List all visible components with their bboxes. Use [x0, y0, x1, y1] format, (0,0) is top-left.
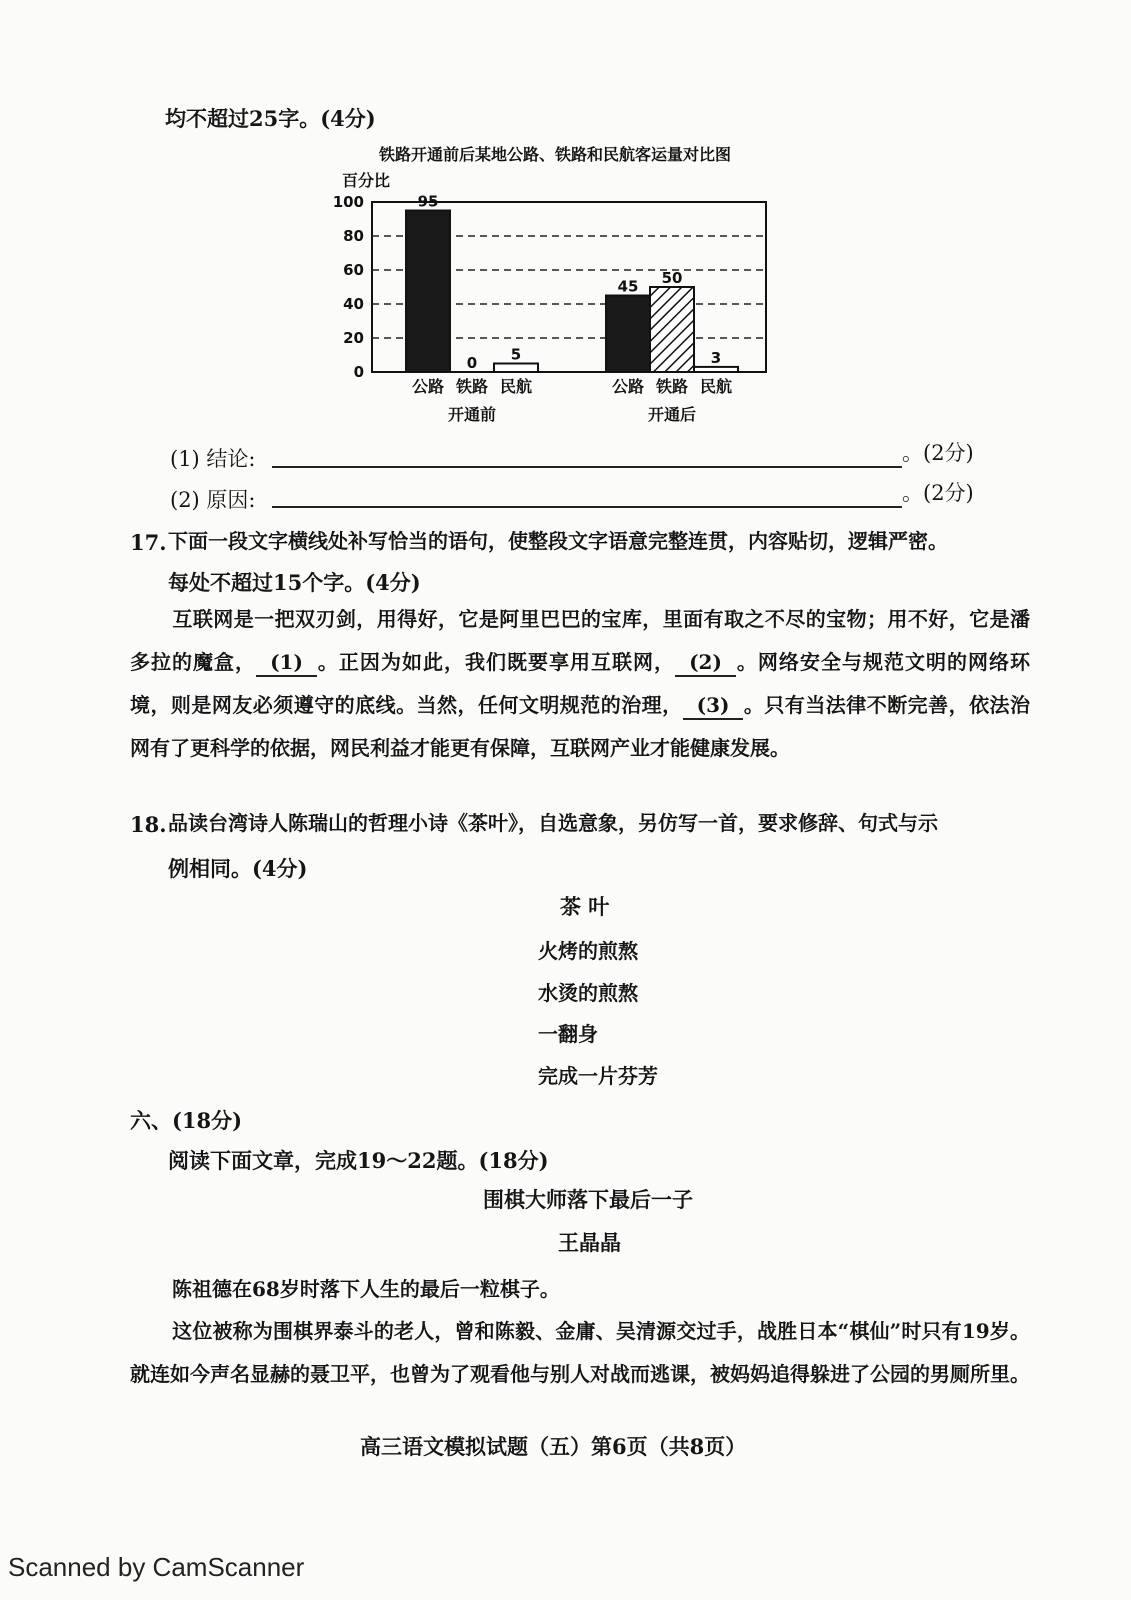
- q16-answer-line-2[interactable]: [272, 506, 902, 508]
- article-para-1: [130, 1268, 1030, 1311]
- bar-开通前-民航: [494, 364, 538, 373]
- q16-item-1-label: (1) 结论:: [170, 447, 256, 471]
- q17-blank-2[interactable]: (2): [675, 649, 736, 677]
- bar-开通后-民航: [694, 367, 738, 372]
- q17-number: 17.: [130, 530, 167, 555]
- q17-blank-3[interactable]: (3): [683, 692, 744, 720]
- y-tick-label: 60: [343, 261, 364, 279]
- category-label: 公路: [411, 377, 445, 396]
- bar-value-label: 3: [710, 348, 722, 367]
- bar-value-label: 0: [466, 354, 478, 372]
- category-label: 铁路: [655, 377, 689, 396]
- y-tick-label: 40: [343, 295, 364, 313]
- category-label: 民航: [699, 377, 733, 396]
- section6-heading: 六、(18分): [130, 1108, 243, 1133]
- q17-blank-1[interactable]: (1): [256, 649, 317, 677]
- q17-passage-part3: 。网络安全与规范文明的网络环境，则是网友必须遵守的底线。当然，任何文明规范的治理，: [130, 650, 1031, 717]
- q16-answer-line-1[interactable]: [272, 466, 902, 468]
- page-footer: 高三语文模拟试题（五）第6页（共8页）: [360, 1434, 747, 1459]
- q18-prompt-line2: 例相同。(4分): [168, 856, 308, 881]
- chart-title: 铁路开通前后某地公路、铁路和民航客运量对比图: [378, 145, 732, 164]
- bar-开通前-公路: [406, 211, 450, 373]
- scanner-watermark: Scanned by CamScanner: [8, 1552, 305, 1582]
- bar-开通后-铁路: [650, 287, 694, 372]
- article-para-2: [130, 1310, 1030, 1396]
- article-title: 围棋大师落下最后一子: [483, 1187, 693, 1212]
- q16-item-2-label: (2) 原因:: [170, 488, 256, 512]
- poem-line-4: 完成一片芬芳: [538, 1064, 658, 1088]
- q18-number: 18.: [130, 812, 167, 837]
- article-author: 王晶晶: [558, 1230, 621, 1255]
- group-label: 开通后: [647, 405, 697, 424]
- chart-ylabel: 百分比: [342, 171, 391, 190]
- q17-passage-part4: 。只有当法律不断完善，依法治网有了更科学的依据，网民利益才能更有保障，互联网产业才能健康发展。: [130, 693, 1031, 760]
- poem-line-1: 火烤的煎熬: [538, 939, 638, 963]
- poem-line-3: 一翻身: [538, 1022, 598, 1046]
- poem-title: 茶 叶: [560, 894, 610, 919]
- q17-prompt-line1: 下面一段文字横线处补写恰当的语句，使整段文字语意完整连贯，内容贴切，逻辑严密。: [168, 529, 948, 553]
- bar-value-label: 45: [617, 277, 639, 296]
- article-para-2-text: 这位被称为围棋界泰斗的老人，曾和陈毅、金庸、吴清源交过手，战胜日本“棋仙”时只有19岁。就连如今声名显赫的聂卫平，也曾为了观看他与别人对战而逃课，被妈妈追得躲进了公园的男厕所里。: [130, 1319, 1030, 1386]
- bar-value-label: 5: [510, 345, 522, 364]
- section6-instruction: 阅读下面文章，完成19～22题。(18分): [168, 1148, 549, 1173]
- q17-passage: [130, 598, 1030, 770]
- category-label: 铁路: [455, 377, 489, 396]
- bar-chart: [330, 140, 800, 440]
- q16-item-1-score: 。(2分): [902, 441, 974, 465]
- bar-value-label: 95: [417, 192, 439, 211]
- q17-passage-part1: 互联网是一把双刃剑，用得好，它是阿里巴巴的宝库，里面有取之不尽的宝物；用不好，它是潘多拉的魔盒，: [130, 607, 1030, 674]
- category-label: 公路: [611, 377, 645, 396]
- q18-prompt-line1: 品读台湾诗人陈瑞山的哲理小诗《茶叶》，自选意象，另仿写一首，要求修辞、句式与示: [168, 811, 938, 835]
- q17-prompt-line2: 每处不超过15个字。(4分): [168, 570, 421, 595]
- bar-开通后-公路: [606, 296, 650, 373]
- group-label: 开通前: [447, 405, 497, 424]
- q16-requirement: 均不超过25字。(4分): [165, 106, 376, 131]
- bar-value-label: 50: [661, 269, 683, 287]
- y-tick-label: 20: [343, 329, 364, 347]
- y-tick-label: 0: [353, 363, 364, 381]
- q17-passage-part2: 。正因为如此，我们既要享用互联网，: [316, 650, 676, 674]
- poem-line-2: 水烫的煎熬: [538, 981, 638, 1005]
- article-para-1-text: 陈祖德在68岁时落下人生的最后一粒棋子。: [172, 1277, 560, 1301]
- y-tick-label: 80: [343, 227, 364, 245]
- q16-item-2-score: 。(2分): [902, 481, 974, 505]
- y-tick-label: 100: [332, 193, 364, 211]
- category-label: 民航: [499, 377, 533, 396]
